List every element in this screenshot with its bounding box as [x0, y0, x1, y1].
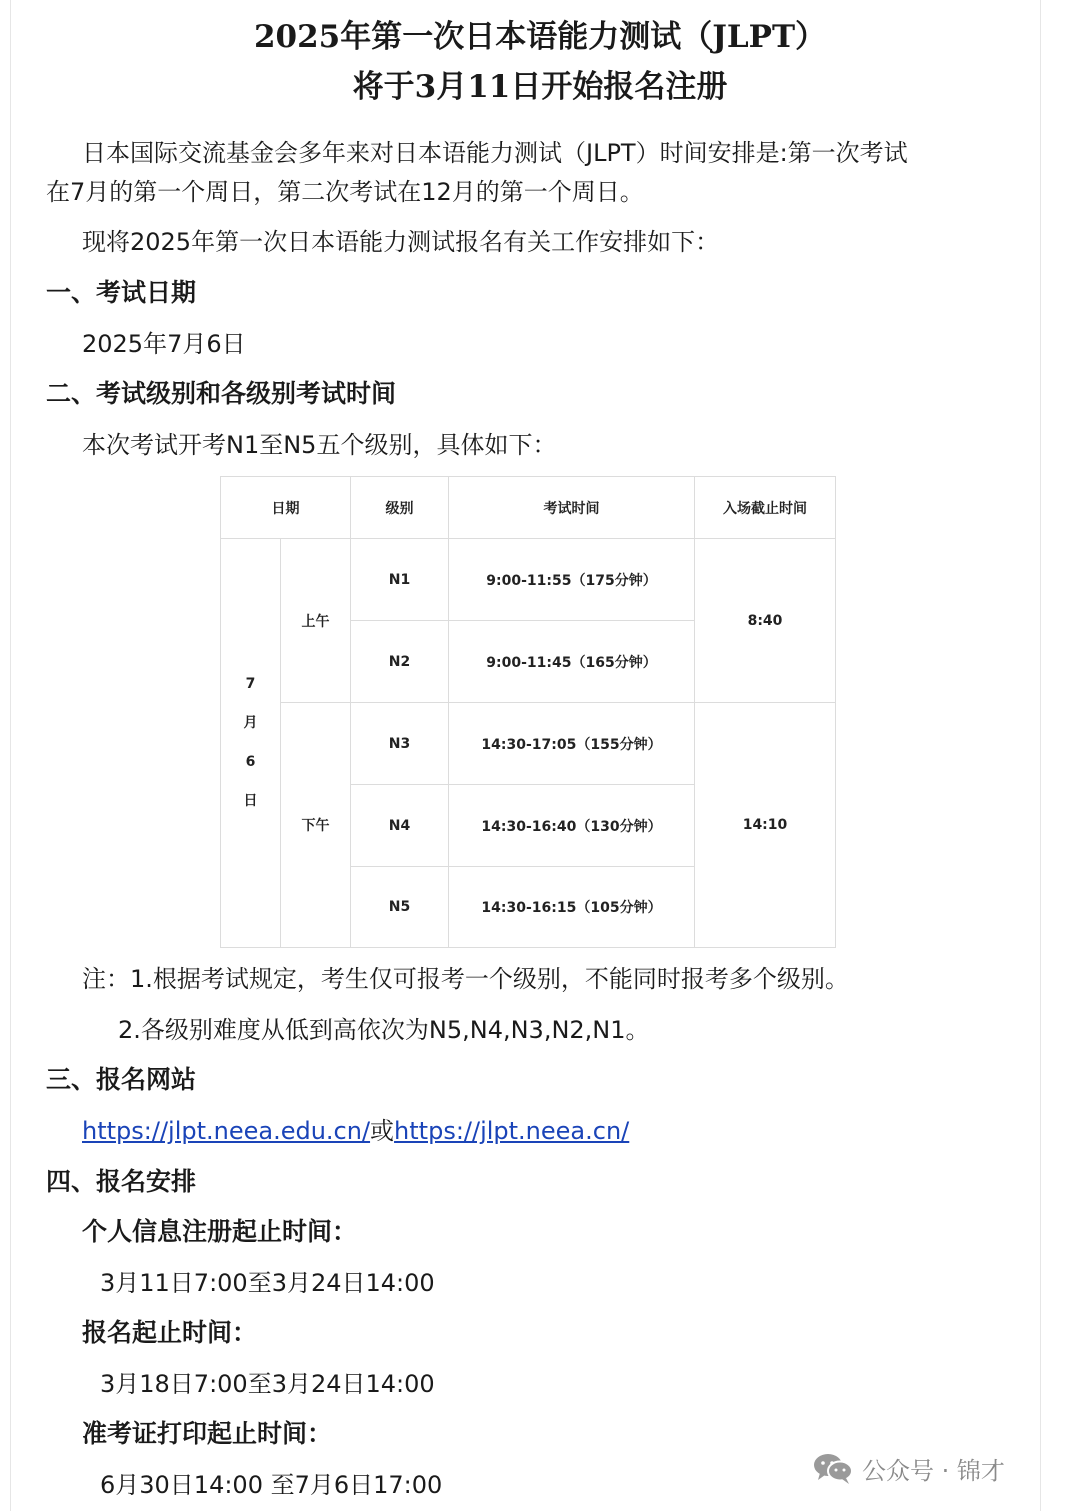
- page-border-left: [10, 0, 11, 1511]
- schedule-value-admission-ticket: 6月30日14:00 至7月6日17:00: [100, 1471, 443, 1499]
- table-time-cell: 9:00-11:45（165分钟）: [448, 620, 695, 703]
- link-connector: 或: [370, 1117, 395, 1145]
- table-header-date: 日期: [220, 476, 351, 539]
- table-level-cell: N5: [350, 866, 449, 948]
- table-level-cell: N1: [350, 538, 449, 621]
- table-time-cell: 14:30-16:15（105分钟）: [448, 866, 695, 948]
- watermark-text: 公众号 · 锦才: [862, 1456, 1005, 1485]
- registration-link-primary[interactable]: https://jlpt.neea.edu.cn/: [82, 1117, 371, 1145]
- title-line-1: 2025年第一次日本语能力测试（JLPT）: [253, 19, 827, 55]
- schedule-label-admission-ticket: 准考证打印起止时间：: [82, 1419, 333, 1448]
- section-heading-levels: 二、考试级别和各级别考试时间: [46, 379, 397, 408]
- table-header-time: 考试时间: [448, 476, 695, 539]
- table-time-cell: 14:30-17:05（155分钟）: [448, 702, 695, 785]
- schedule-value-registration: 3月11日7:00至3月24日14:00: [100, 1269, 435, 1297]
- note-2: 2.各级别难度从低到高依次为N5,N4,N3,N2,N1。: [118, 1016, 650, 1044]
- schedule-value-application: 3月18日7:00至3月24日14:00: [100, 1370, 435, 1398]
- exam-date-text: 2025年7月6日: [82, 330, 246, 358]
- intro-paragraph-line-1: 日本国际交流基金会多年来对日本语能力测试（JLPT）时间安排是:第一次考试: [82, 139, 908, 167]
- section-heading-exam-date: 一、考试日期: [46, 278, 197, 307]
- levels-lead-text: 本次考试开考N1至N5五个级别，具体如下：: [82, 431, 557, 459]
- date-char: 月: [243, 715, 258, 731]
- table-cutoff-am: 8:40: [694, 538, 836, 703]
- date-char: 7: [245, 676, 256, 692]
- table-level-cell: N4: [350, 784, 449, 867]
- registration-link-secondary[interactable]: https://jlpt.neea.cn/: [394, 1117, 630, 1145]
- section-heading-website: 三、报名网站: [46, 1065, 197, 1094]
- section-heading-schedule: 四、报名安排: [46, 1167, 197, 1196]
- table-session-am: 上午: [280, 538, 351, 703]
- page-border-right: [1040, 0, 1041, 1511]
- table-time-cell: 14:30-16:40（130分钟）: [448, 784, 695, 867]
- watermark: [812, 1448, 1005, 1488]
- intro-paragraph-line-3: 现将2025年第一次日本语能力测试报名有关工作安排如下：: [82, 228, 720, 256]
- exam-schedule-table: [220, 476, 836, 948]
- table-cutoff-pm: 14:10: [694, 702, 836, 948]
- table-session-pm: 下午: [280, 702, 351, 948]
- table-date-cell: [220, 538, 281, 948]
- note-1: 注：1.根据考试规定，考生仅可报考一个级别，不能同时报考多个级别。: [82, 965, 849, 993]
- table-level-cell: N3: [350, 702, 449, 785]
- table-header-cutoff: 入场截止时间: [694, 476, 836, 539]
- date-char: 日: [243, 793, 258, 809]
- table-header-level: 级别: [350, 476, 449, 539]
- table-level-cell: N2: [350, 620, 449, 703]
- intro-paragraph-line-2: 在7月的第一个周日，第二次考试在12月的第一个周日。: [46, 178, 644, 206]
- title-line-2: 将于3月11日开始报名注册: [352, 69, 728, 105]
- date-char: 6: [245, 754, 256, 770]
- table-time-cell: 9:00-11:55（175分钟）: [448, 538, 695, 621]
- website-links: [82, 1112, 629, 1150]
- schedule-label-registration: 个人信息注册起止时间：: [82, 1217, 358, 1246]
- wechat-icon: [812, 1451, 854, 1485]
- schedule-label-application: 报名起止时间：: [82, 1318, 258, 1347]
